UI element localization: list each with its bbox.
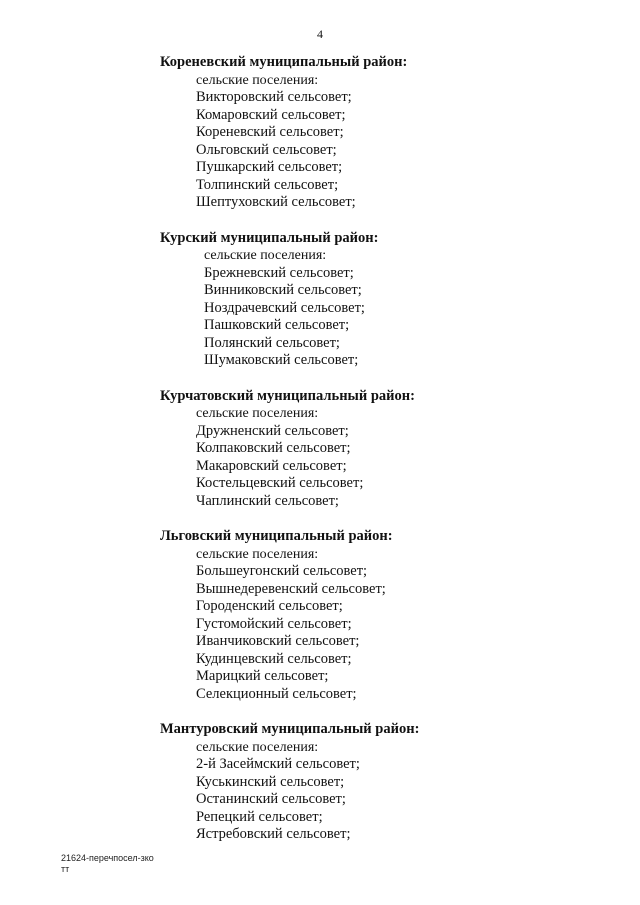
list-item: Пушкарский сельсовет; — [196, 159, 343, 175]
list-item: Куськинский сельсовет; — [196, 773, 345, 790]
section-gap — [0, 370, 640, 388]
district-subtitle: сельские поселения: — [196, 546, 319, 562]
list-item: Колпаковский сельсовет; — [196, 440, 351, 456]
list-item: Городенский сельсовет; — [196, 598, 343, 614]
list-item: Брежневский сельсовет; — [204, 264, 354, 281]
section-gap — [0, 703, 640, 721]
list-item: Полянский сельсовет; — [204, 334, 340, 351]
district-kursky — [0, 230, 640, 370]
list-item: Винниковский сельсовет; — [204, 282, 362, 298]
list-item: Ноздрачевский сельсовет; — [204, 299, 365, 316]
page-number: 4 — [317, 27, 323, 41]
settlement-list — [196, 756, 640, 844]
district-subtitle: сельские поселения: — [196, 739, 319, 755]
list-item: Иванчиковский сельсовет; — [196, 633, 360, 649]
list-item: Репецкий сельсовет; — [196, 808, 323, 825]
footer-suffix: тт — [61, 864, 70, 874]
document-footer — [61, 853, 154, 875]
list-item: Шептуховский сельсовет; — [196, 194, 356, 210]
list-item: Останинский сельсовет; — [196, 791, 346, 807]
list-item: Викторовский сельсовет; — [196, 89, 352, 105]
document-body — [0, 54, 640, 844]
section-gap — [0, 510, 640, 528]
settlement-list — [204, 265, 640, 370]
settlement-list — [196, 423, 640, 511]
list-item: Дружненский сельсовет; — [196, 422, 349, 439]
settlement-list — [196, 89, 640, 212]
list-item: Шумаковский сельсовет; — [204, 352, 359, 368]
list-item: Кудинцевский сельсовет; — [196, 650, 352, 667]
list-item: Макаровский сельсовет; — [196, 457, 347, 474]
district-korenevsky — [0, 54, 640, 212]
list-item: Чаплинский сельсовет; — [196, 492, 339, 509]
district-subtitle: сельские поселения: — [196, 72, 319, 88]
list-item: 2-й Засеймский сельсовет; — [196, 756, 360, 772]
list-item: Ястребовский сельсовет; — [196, 826, 351, 842]
list-item: Комаровский сельсовет; — [196, 106, 346, 123]
district-manturovsky — [0, 721, 640, 844]
district-kurchatovsky — [0, 388, 640, 511]
list-item: Кореневский сельсовет; — [196, 124, 344, 140]
list-item: Пашковский сельсовет; — [204, 317, 350, 333]
list-item: Селекционный сельсовет; — [196, 685, 357, 702]
district-title: Курский муниципальный район: — [160, 229, 379, 246]
list-item: Толпинский сельсовет; — [196, 176, 339, 193]
section-gap — [0, 212, 640, 230]
district-title: Мантуровский муниципальный район: — [160, 721, 420, 737]
district-title: Кореневский муниципальный район: — [160, 54, 408, 70]
district-subtitle: сельские поселения: — [204, 248, 327, 263]
list-item: Большеугонский сельсовет; — [196, 563, 368, 579]
district-lgovsky — [0, 528, 640, 703]
list-item: Костельцевский сельсовет; — [196, 475, 364, 491]
footer-file-code: 21624-перечпосел-зко — [61, 853, 154, 863]
list-item: Вышнедеревенский сельсовет; — [196, 580, 386, 597]
list-item: Густомойский сельсовет; — [196, 615, 352, 632]
settlement-list — [196, 563, 640, 703]
list-item: Марицкий сельсовет; — [196, 668, 329, 684]
district-title: Льговский муниципальный район: — [160, 528, 393, 544]
list-item: Ольговский сельсовет; — [196, 141, 337, 158]
district-subtitle: сельские поселения: — [196, 406, 319, 421]
district-title: Курчатовский муниципальный район: — [160, 387, 415, 404]
